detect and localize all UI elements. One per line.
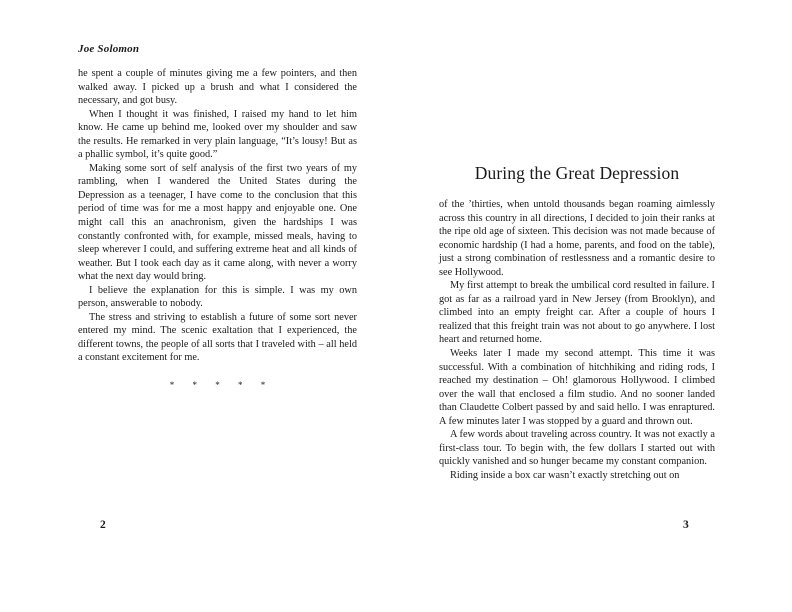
left-page-text <box>78 67 357 393</box>
paragraph: My first attempt to break the umbilical cord resulted in failure. I got as far as a railroad yard in New Jersey (from Brooklyn), and climbed into an empty freight car. After a couple of hours I realized that this freight train was not about to go anywhere. I lost heart and returned home. <box>439 280 715 346</box>
paragraph: Riding inside a box car wasn’t exactly stretching out on <box>450 469 680 481</box>
paragraph: he spent a couple of minutes giving me a few pointers, and then walked away. I picked up a brush and what I considered the necessary, and got busy. <box>78 68 357 107</box>
paragraph: Weeks later I made my second attempt. This time it was successful. With a combination of hitchhiking and riding rods, I reached my destination – Oh! glamorous Hollywood. I climbed over the wall that enclosed a film studio. And no sooner landed than Claudette Colbert passed by and said hello. I was enraptured. A few minutes later I was stopped by a guard and thrown out. <box>439 348 715 427</box>
page-number: 3 <box>683 519 689 531</box>
paragraph: I believe the explanation for this is simple. I was my own person, answerable to nobody. <box>78 284 357 310</box>
page-number: 2 <box>100 519 106 531</box>
paragraph: of the ’thirties, when untold thousands began roaming aimlessly across this country in all directions, I decided to join their ranks at the ripe old age of sixteen. This decision was not made because of economic hardship (I had a home, parents, and food on the table), just a strong combination of restlessness and a romantic desire to see Hollywood. <box>439 199 715 278</box>
paragraph: The stress and striving to establish a future of some sort never entered my mind. The scenic exaltation that I experienced, the different towns, the people of all sorts that I traveled with – all held a constant excitement for me. <box>78 311 357 364</box>
paragraph: Making some sort of self analysis of the first two years of my rambling, when I wandered the United States during the Depression as a teenager, I have come to the conclusion that this period of time was for me a most happy and enjoyable one. One might call this an anachronism, given the hardships I was constantly confronted with, for example, missed meals, having to sleep wherever I could, and suffering extreme heat and all kinds of weather. But I took each day as it came along, with never a worry what the next day would bring. <box>78 162 357 283</box>
paragraph: When I thought it was finished, I raised my hand to let him know. He came up behind me, looked over my shoulder and saw the results. He remarked in very plain language, “It’s lousy! But as a phallic symbol, it’s quite good.” <box>78 108 357 161</box>
running-head: Joe Solomon <box>78 43 140 55</box>
right-page <box>396 0 792 612</box>
right-page-text <box>439 198 715 482</box>
paragraph: A few words about traveling across country. It was not exactly a first-class tour. To begin with, the few dollars I started out with quickly vanished and so hunger became my constant companion. <box>439 429 715 468</box>
section-break-ornament: * * * * * <box>169 380 274 391</box>
chapter-title: During the Great Depression <box>474 163 680 183</box>
